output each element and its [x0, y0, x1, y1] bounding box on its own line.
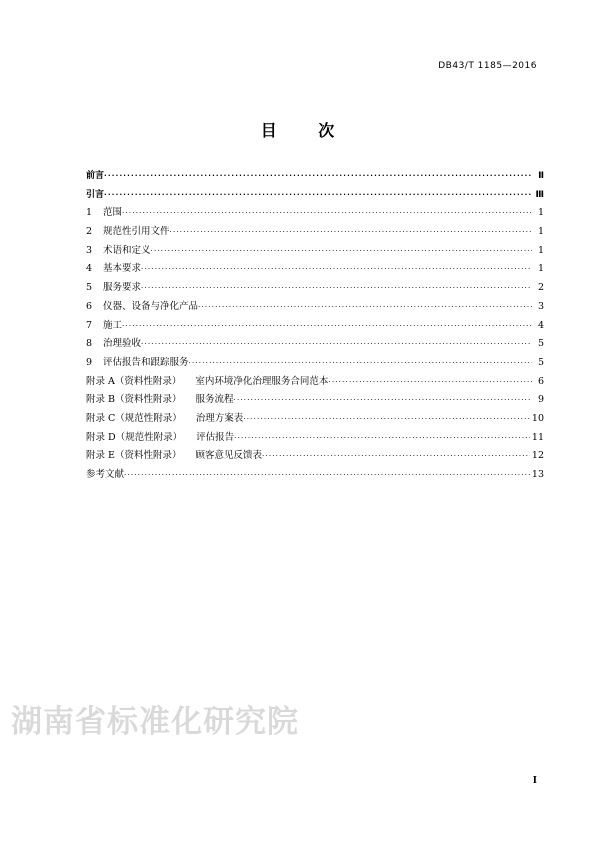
toc-leader-dots: [234, 391, 532, 410]
toc-entry[interactable]: [86, 354, 544, 373]
toc-entry[interactable]: [86, 279, 544, 298]
toc-leader-dots: [328, 373, 532, 392]
toc-entry[interactable]: [86, 298, 544, 317]
toc-entry[interactable]: [86, 204, 544, 223]
page-number: I: [532, 776, 537, 786]
toc-entry-page: 12: [531, 450, 544, 462]
toc-entry-page: Ⅱ: [538, 171, 544, 181]
toc-entry-subtitle: 顾客意见反馈表: [195, 450, 262, 462]
toc-leader-dots: [141, 260, 532, 279]
toc-entry-label: 基本要求: [103, 263, 142, 275]
toc-leader-dots: [243, 410, 530, 429]
page-title: 目 次: [260, 121, 353, 140]
toc-leader-dots: [234, 429, 530, 448]
toc-entry-subtitle: 治理方案表: [195, 412, 244, 424]
toc-entry[interactable]: [86, 317, 544, 336]
toc-leader-dots: [104, 167, 532, 186]
toc-entry-page: 11: [531, 431, 544, 443]
toc-entry-label: 仪器、设备与净化产品: [103, 300, 199, 312]
toc-leader-dots: [198, 298, 532, 317]
document-code: DB43/T 1185—2016: [438, 61, 537, 71]
toc-entry[interactable]: [86, 260, 544, 279]
toc-entry-page: 5: [537, 356, 544, 368]
watermark: 湖南省标准化研究院: [11, 704, 299, 740]
toc-entry-label: 附录 C（规范性附录）: [86, 412, 182, 424]
toc-entry-subtitle: 室内环境净化治理服务合同范本: [195, 375, 329, 387]
toc-entry-label: 服务要求: [103, 282, 142, 294]
toc-leader-dots: [122, 317, 532, 336]
toc-leader-dots: [104, 186, 532, 205]
toc-leader-dots: [189, 354, 532, 373]
toc-entry-page: 4: [537, 319, 544, 331]
toc-entry-label: 范围: [103, 207, 123, 219]
toc-entry-number: 6: [86, 300, 93, 312]
toc-entry-number: 7: [86, 319, 93, 331]
toc-entry-label: 施工: [103, 319, 123, 331]
toc-entry-page: 13: [531, 469, 544, 480]
toc-entry[interactable]: [86, 242, 544, 261]
toc-leader-dots: [262, 447, 530, 466]
toc-leader-dots: [141, 279, 532, 298]
toc-entry-page: 1: [537, 263, 544, 275]
toc-entry[interactable]: [86, 466, 544, 485]
toc-leader-dots: [124, 466, 530, 485]
toc-leader-dots: [122, 204, 532, 223]
toc-entry-label: 规范性引用文件: [103, 226, 170, 238]
toc-entry-number: 3: [86, 244, 93, 256]
table-of-contents: [86, 167, 544, 485]
toc-entry-number: 8: [86, 338, 93, 350]
toc-entry-label: 附录 A（资料性附录）: [86, 375, 182, 387]
toc-leader-dots: [141, 335, 532, 354]
toc-entry-number: 2: [86, 226, 93, 238]
toc-entry[interactable]: [86, 223, 544, 242]
toc-entry-label: 附录 D（规范性附录）: [86, 431, 183, 443]
toc-entry-subtitle: 评估报告: [196, 431, 235, 443]
toc-leader-dots: [170, 223, 532, 242]
toc-entry[interactable]: [86, 373, 544, 392]
toc-entry-label: 术语和定义: [103, 244, 151, 256]
toc-entry-number: 1: [86, 207, 93, 219]
toc-entry-page: 6: [537, 375, 544, 387]
toc-entry-label: 治理验收: [103, 338, 142, 350]
toc-entry[interactable]: [86, 391, 544, 410]
toc-entry-page: Ⅲ: [535, 189, 544, 200]
toc-leader-dots: [151, 242, 532, 261]
toc-entry-label: 评估报告和跟踪服务: [103, 356, 189, 368]
toc-entry-label: 参考文献: [86, 469, 125, 480]
toc-entry[interactable]: [86, 447, 544, 466]
toc-entry-page: 5: [537, 338, 544, 350]
toc-entry-page: 9: [537, 394, 544, 406]
toc-entry[interactable]: [86, 335, 544, 354]
toc-entry-page: 2: [537, 282, 544, 294]
toc-entry[interactable]: [86, 429, 544, 448]
toc-entry-page: 1: [537, 207, 544, 219]
toc-entry-number: 5: [86, 282, 93, 294]
toc-entry-label: 前言: [86, 171, 105, 181]
toc-entry[interactable]: [86, 167, 544, 186]
toc-entry-page: 1: [537, 226, 544, 238]
toc-entry-number: 9: [86, 356, 93, 368]
toc-entry-label: 附录 B（资料性附录）: [86, 394, 182, 406]
toc-entry[interactable]: [86, 410, 544, 429]
toc-entry-number: 4: [86, 263, 93, 275]
toc-entry[interactable]: [86, 186, 544, 205]
toc-entry-label: 引言: [86, 189, 105, 200]
toc-entry-page: 1: [537, 244, 544, 256]
toc-entry-label: 附录 E（资料性附录）: [86, 450, 182, 462]
toc-entry-page: 10: [531, 412, 544, 424]
toc-entry-page: 3: [537, 300, 544, 312]
toc-entry-subtitle: 服务流程: [195, 394, 234, 406]
